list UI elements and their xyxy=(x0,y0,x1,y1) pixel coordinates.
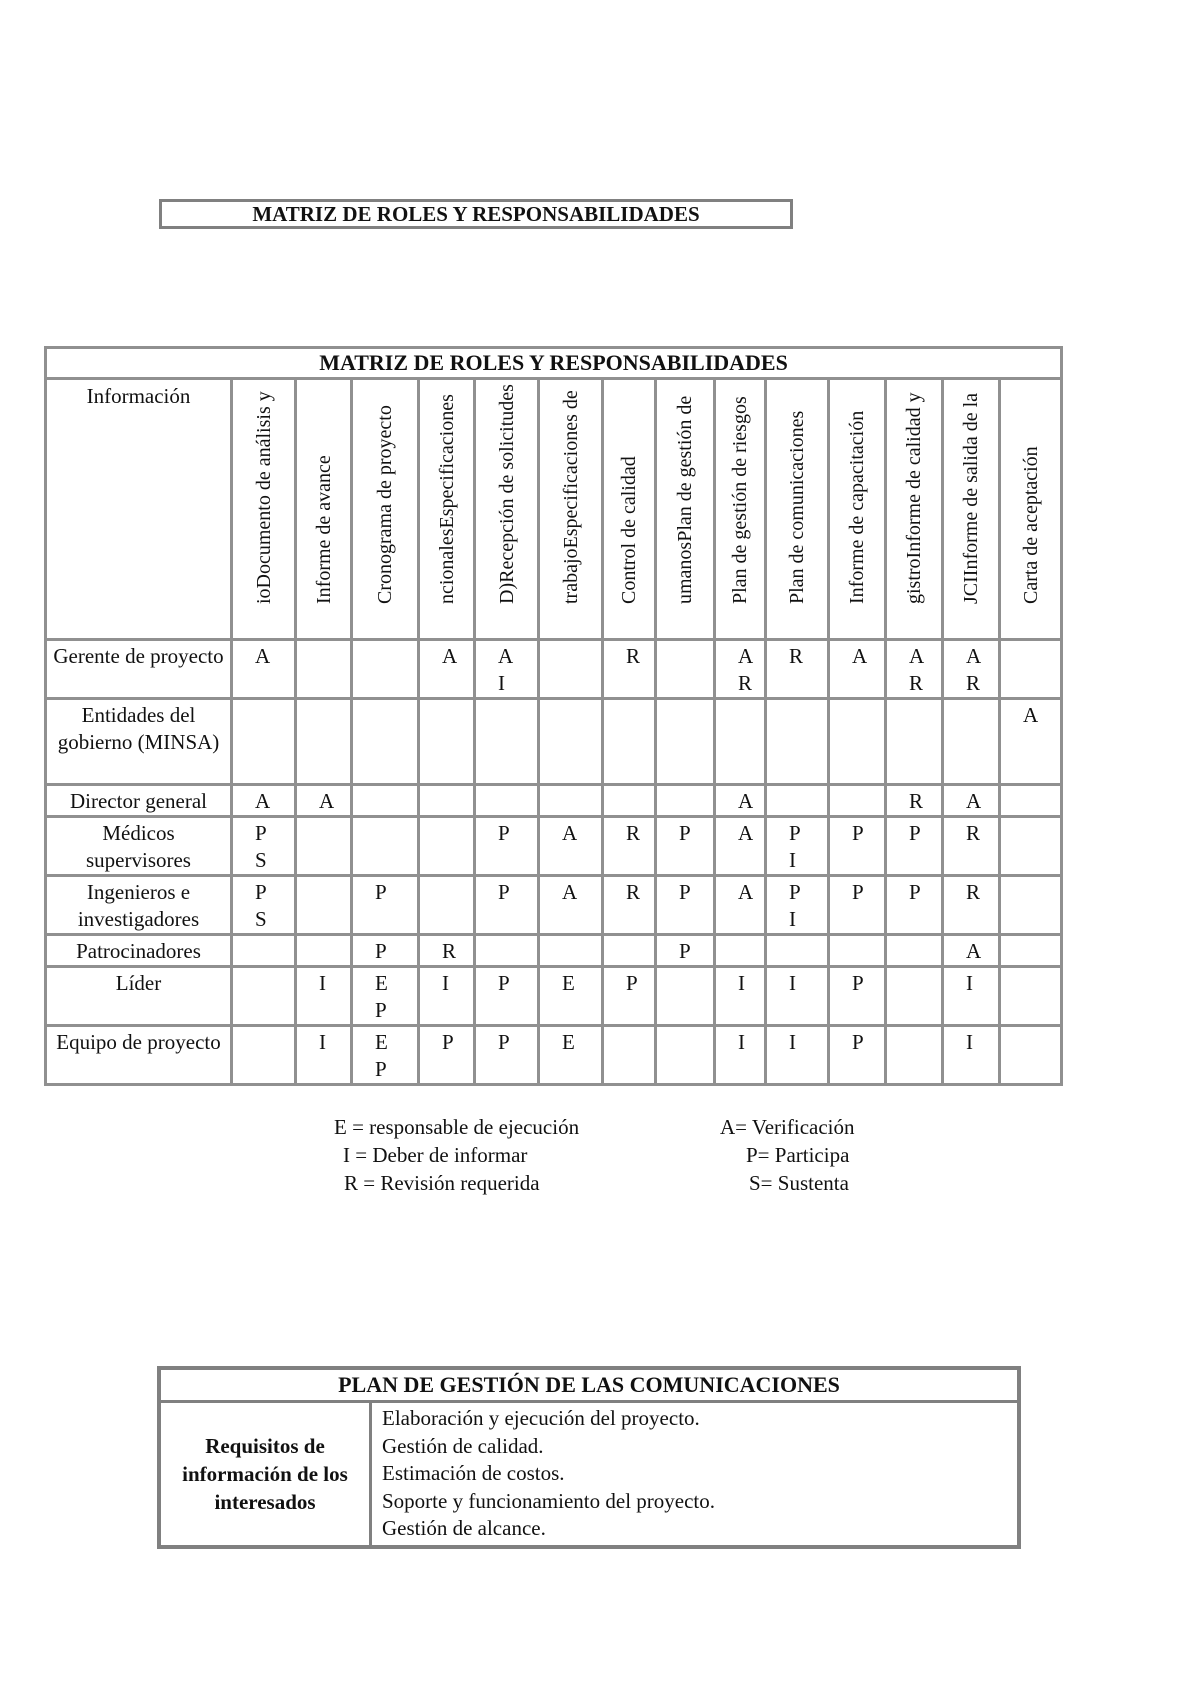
responsibility-cell xyxy=(766,785,829,817)
responsibility-cell: R xyxy=(943,817,1000,876)
responsibility-cell: A xyxy=(715,785,766,817)
matrix-caption: MATRIZ DE ROLES Y RESPONSABILIDADES xyxy=(46,348,1062,379)
responsibility-cell xyxy=(1000,640,1062,699)
responsibility-cell: I xyxy=(766,1026,829,1085)
responsibility-cell xyxy=(419,699,475,785)
responsibility-cell xyxy=(539,699,603,785)
legend-item: R = Revisión requerida xyxy=(344,1171,540,1195)
responsibility-cell: A xyxy=(232,640,296,699)
responsibility-cell: P S xyxy=(232,817,296,876)
responsibility-cell xyxy=(829,935,886,967)
column-header-label: gistroInforme de calidad y xyxy=(903,392,925,604)
column-header-label: Informe de capacitación xyxy=(846,410,868,604)
responsibility-cell: P xyxy=(886,817,943,876)
responsibility-cell: A R xyxy=(943,640,1000,699)
column-header xyxy=(715,379,766,640)
responsibility-cell: E P xyxy=(352,1026,419,1085)
responsibility-cell xyxy=(656,967,715,1026)
responsibility-cell xyxy=(886,967,943,1026)
responsibility-cell: E xyxy=(539,967,603,1026)
responsibility-cell xyxy=(943,699,1000,785)
responsibility-cell: A xyxy=(1000,699,1062,785)
responsibility-cell: I xyxy=(419,967,475,1026)
legend-item: E = responsable de ejecución xyxy=(334,1115,580,1139)
column-header xyxy=(419,379,475,640)
responsibility-cell: A R xyxy=(886,640,943,699)
responsibility-cell xyxy=(1000,935,1062,967)
responsibility-cell xyxy=(715,935,766,967)
responsibility-cell: R xyxy=(603,817,656,876)
requirements-label: Requisitos de información de los interesados xyxy=(159,1402,371,1547)
responsibility-cell: I xyxy=(715,1026,766,1085)
responsibility-cell xyxy=(419,876,475,935)
responsibility-cell xyxy=(886,935,943,967)
responsibility-cell: A xyxy=(943,785,1000,817)
table-row xyxy=(46,817,1062,876)
responsibility-cell: A xyxy=(539,876,603,935)
column-header xyxy=(352,379,419,640)
responsibility-cell xyxy=(475,699,539,785)
table-row xyxy=(46,1026,1062,1085)
responsibility-cell xyxy=(886,699,943,785)
role-cell: Líder xyxy=(46,967,232,1026)
responsibility-cell xyxy=(1000,967,1062,1026)
requirement-item: Soporte y funcionamiento del proyecto. xyxy=(382,1488,715,1513)
responsibility-cell xyxy=(475,785,539,817)
responsibility-cell: A xyxy=(943,935,1000,967)
responsibility-cell: P I xyxy=(766,817,829,876)
responsibility-cell xyxy=(1000,1026,1062,1085)
matrix-body xyxy=(46,640,1062,1085)
responsibility-cell: E xyxy=(539,1026,603,1085)
responsibility-cell: P xyxy=(829,1026,886,1085)
responsibility-cell: I xyxy=(715,967,766,1026)
responsibility-cell xyxy=(829,699,886,785)
responsibility-cell: P xyxy=(475,817,539,876)
responsibility-cell xyxy=(232,1026,296,1085)
requirements-list xyxy=(371,1402,1020,1547)
responsibility-cell: P xyxy=(419,1026,475,1085)
responsibility-cell: P xyxy=(603,967,656,1026)
table-row xyxy=(46,967,1062,1026)
responsibility-cell: I xyxy=(943,1026,1000,1085)
column-header-label: Informe de avance xyxy=(312,455,335,604)
responsibility-cell: R xyxy=(603,640,656,699)
column-header xyxy=(232,379,296,640)
column-header-label: umanosPlan de gestión de xyxy=(674,395,696,604)
responsibility-cell: P xyxy=(829,967,886,1026)
responsibility-cell xyxy=(232,699,296,785)
column-header-label: trabajoEspecificaciones de xyxy=(559,390,582,604)
responsibility-cell xyxy=(352,785,419,817)
plan-title: PLAN DE GESTIÓN DE LAS COMUNICACIONES xyxy=(159,1368,1019,1402)
responsibility-cell: P xyxy=(656,935,715,967)
responsibility-cell xyxy=(766,935,829,967)
responsibility-cell xyxy=(352,699,419,785)
table-row xyxy=(46,785,1062,817)
column-header-label: Plan de gestión de riesgos xyxy=(729,396,751,604)
responsibility-cell: I xyxy=(296,967,352,1026)
responsibility-cell: P xyxy=(656,876,715,935)
responsibility-cell xyxy=(829,785,886,817)
responsibility-cell: R xyxy=(419,935,475,967)
responsibility-cell xyxy=(656,699,715,785)
role-cell: Entidades del gobierno (MINSA) xyxy=(46,699,232,785)
responsibility-cell xyxy=(886,1026,943,1085)
table-row xyxy=(46,640,1062,699)
responsibility-cell: I xyxy=(296,1026,352,1085)
responsibility-cell xyxy=(419,785,475,817)
responsibility-cell: P xyxy=(656,817,715,876)
responsibility-cell xyxy=(232,935,296,967)
responsibility-cell xyxy=(1000,876,1062,935)
legend-item: I = Deber de informar xyxy=(343,1143,528,1167)
responsibility-cell xyxy=(232,967,296,1026)
column-header xyxy=(603,379,656,640)
column-header-label: Control de calidad xyxy=(618,456,640,604)
responsibility-cell xyxy=(1000,817,1062,876)
responsibility-cell xyxy=(296,817,352,876)
responsibility-cell: I xyxy=(943,967,1000,1026)
legend-left xyxy=(334,1113,579,1197)
requirement-item: Estimación de costos. xyxy=(382,1461,565,1485)
column-header-label: Plan de comunicaciones xyxy=(786,410,808,604)
responsibility-cell: P xyxy=(829,817,886,876)
responsibility-cell xyxy=(603,785,656,817)
responsibility-cell xyxy=(539,640,603,699)
responsibility-cell: A xyxy=(715,876,766,935)
responsibility-cell: A xyxy=(829,640,886,699)
responsibility-cell xyxy=(656,1026,715,1085)
responsibility-cell: P xyxy=(352,935,419,967)
responsibility-cell: R xyxy=(943,876,1000,935)
column-header xyxy=(886,379,943,640)
responsibility-cell: P xyxy=(829,876,886,935)
responsibility-cell xyxy=(296,876,352,935)
legend-item: A= Verificación xyxy=(720,1115,855,1139)
legend-item: S= Sustenta xyxy=(749,1171,849,1195)
responsibility-cell: P xyxy=(475,876,539,935)
responsibility-cell: A xyxy=(232,785,296,817)
document-title: MATRIZ DE ROLES Y RESPONSABILIDADES xyxy=(159,199,793,229)
role-cell: Equipo de proyecto xyxy=(46,1026,232,1085)
responsibility-cell xyxy=(656,785,715,817)
roles-matrix-table xyxy=(44,346,1063,1086)
communications-plan-table xyxy=(157,1366,1021,1549)
column-header-label: ncionalesEspecificaciones xyxy=(435,394,458,604)
responsibility-cell xyxy=(296,640,352,699)
table-row xyxy=(46,699,1062,785)
requirement-item: Elaboración y ejecución del proyecto. xyxy=(382,1406,700,1430)
responsibility-cell xyxy=(419,817,475,876)
information-header: Información xyxy=(46,379,232,640)
responsibility-cell xyxy=(603,1026,656,1085)
table-row xyxy=(46,935,1062,967)
role-cell: Director general xyxy=(46,785,232,817)
column-header xyxy=(766,379,829,640)
responsibility-cell xyxy=(475,935,539,967)
responsibility-cell xyxy=(656,640,715,699)
responsibility-cell: A xyxy=(296,785,352,817)
column-header xyxy=(539,379,603,640)
responsibility-cell: A xyxy=(539,817,603,876)
column-header-label: D)Recepción de solicitudes xyxy=(495,384,518,604)
column-header xyxy=(829,379,886,640)
responsibility-cell: R xyxy=(603,876,656,935)
responsibility-cell xyxy=(715,699,766,785)
responsibility-cell xyxy=(352,817,419,876)
responsibility-cell xyxy=(603,935,656,967)
role-cell: Ingenieros e investigadores xyxy=(46,876,232,935)
requirement-item: Gestión de alcance. xyxy=(382,1516,546,1540)
responsibility-cell: I xyxy=(766,967,829,1026)
responsibility-cell xyxy=(296,699,352,785)
requirement-item: Gestión de calidad. xyxy=(382,1433,544,1458)
responsibility-cell: P xyxy=(475,1026,539,1085)
column-header-label: ioDocumento de análisis y xyxy=(252,391,275,604)
responsibility-cell: A xyxy=(715,817,766,876)
column-header xyxy=(943,379,1000,640)
column-header-label: JCIInforme de salida de la xyxy=(960,392,982,604)
responsibility-cell xyxy=(539,785,603,817)
column-header-label: Cronograma de proyecto xyxy=(374,405,396,604)
responsibility-cell: A I xyxy=(475,640,539,699)
responsibility-cell: A xyxy=(419,640,475,699)
column-header xyxy=(656,379,715,640)
responsibility-cell: P I xyxy=(766,876,829,935)
responsibility-cell: R xyxy=(766,640,829,699)
column-header xyxy=(1000,379,1062,640)
role-cell: Gerente de proyecto xyxy=(46,640,232,699)
responsibility-cell xyxy=(603,699,656,785)
responsibility-cell xyxy=(1000,785,1062,817)
responsibility-cell xyxy=(352,640,419,699)
responsibility-cell: A R xyxy=(715,640,766,699)
column-header-label: Carta de aceptación xyxy=(1019,446,1042,604)
responsibility-cell: P xyxy=(886,876,943,935)
legend-right xyxy=(720,1113,855,1197)
responsibility-cell xyxy=(766,699,829,785)
column-header xyxy=(296,379,352,640)
responsibility-cell xyxy=(539,935,603,967)
role-cell: Médicos supervisores xyxy=(46,817,232,876)
responsibility-cell xyxy=(296,935,352,967)
responsibility-cell: P S xyxy=(232,876,296,935)
role-cell: Patrocinadores xyxy=(46,935,232,967)
responsibility-cell: P xyxy=(475,967,539,1026)
column-header xyxy=(475,379,539,640)
responsibility-cell: R xyxy=(886,785,943,817)
responsibility-cell: P xyxy=(352,876,419,935)
table-row xyxy=(46,876,1062,935)
responsibility-cell: E P xyxy=(352,967,419,1026)
legend-item: P= Participa xyxy=(746,1143,850,1167)
